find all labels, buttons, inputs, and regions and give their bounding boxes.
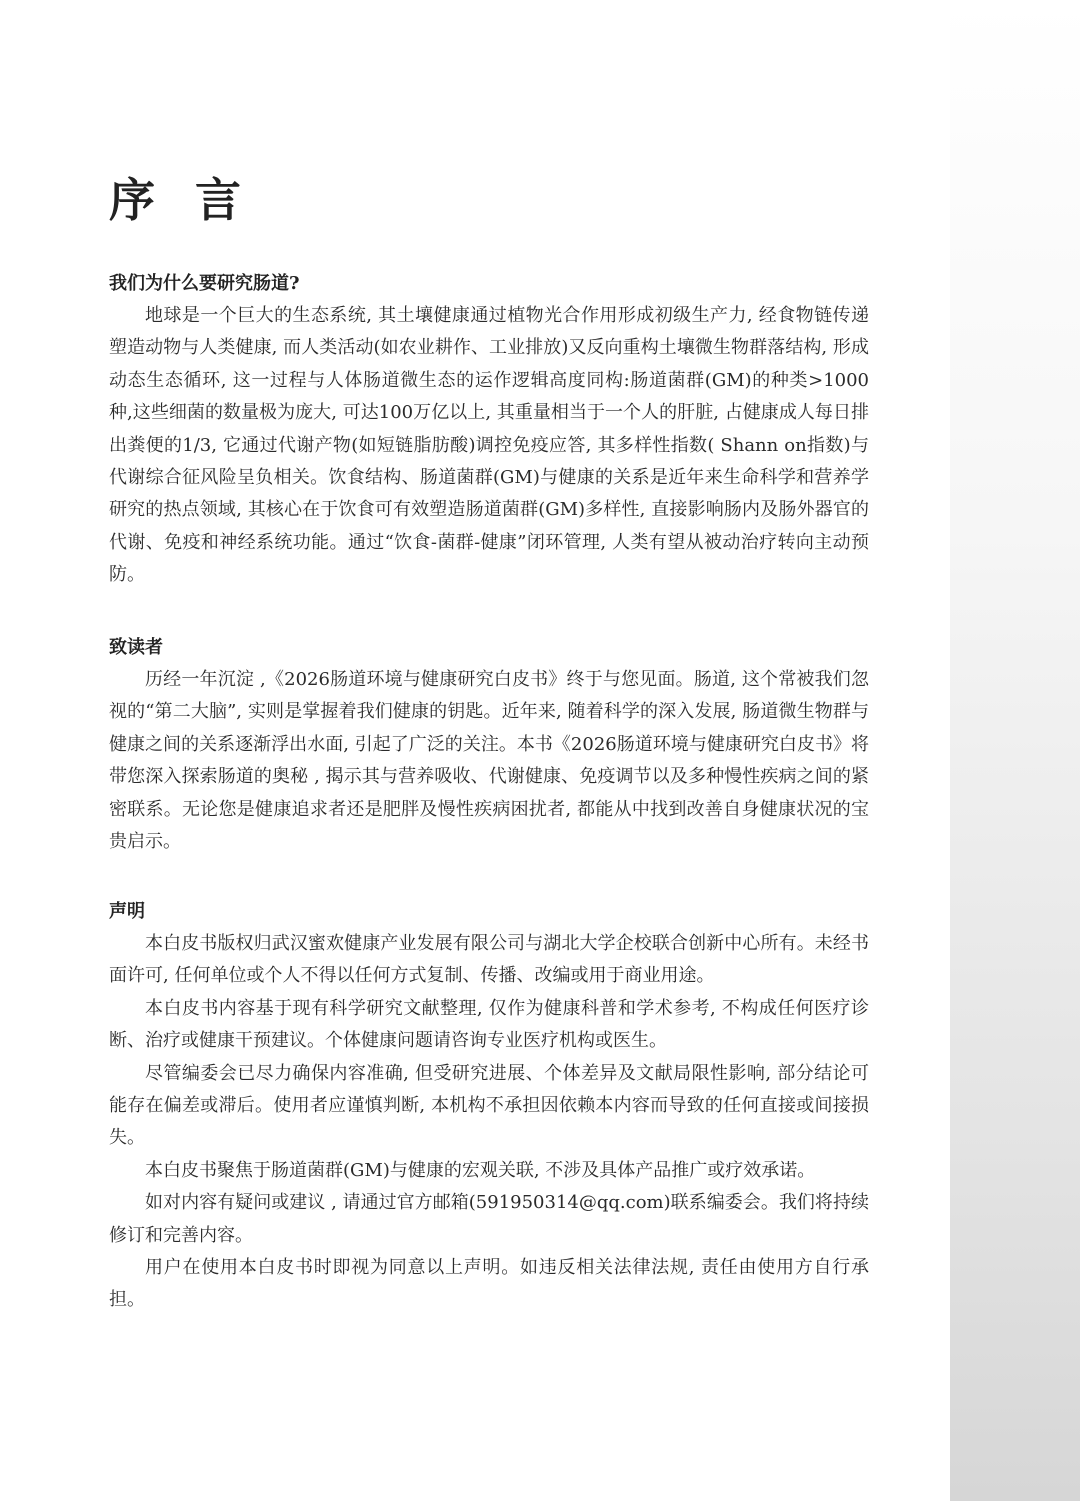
section-to-readers (109, 632, 869, 858)
section-heading: 声明 (109, 901, 145, 922)
paragraph: 尽管编委会已尽力确保内容准确, 但受研究进展、个体差异及文献局限性影响, 部分结论可能存在偏差或滞后。使用者应谨慎判断, 本机构不承担因依赖本内容而导致的任何直接或间接损失。 (109, 1062, 869, 1149)
decorative-side-band (950, 0, 1080, 1501)
section-heading: 致读者 (109, 637, 163, 658)
paragraph: 本白皮书版权归武汉蜜欢健康产业发展有限公司与湖北大学企校联合创新中心所有。未经书面许可, 任何单位或个人不得以任何方式复制、传播、改编或用于商业用途。 (109, 933, 869, 987)
paragraph: 历经一年沉淀 ,《2026肠道环境与健康研究白皮书》终于与您见面。肠道, 这个常被我们忽视的“第二大脑”, 实则是掌握着我们健康的钥匙。近年来, 随着科学的深入发展, 肠道微生物群与健康之间的关系逐渐浮出水面, 引起了广泛的关注。本书《2026肠道环境与健康研究白皮书》将带您深入探索肠道的奥秘 , 揭示其与营养吸收、代谢健康、免疫调节以及多种慢性疾病之间的紧密联系。无论您是健康追求者还是肥胖及慢性疾病困扰者, 都能从中找到改善自身健康状况的宝贵启示。 (109, 669, 869, 853)
paragraph: 地球是一个巨大的生态系统, 其土壤健康通过植物光合作用形成初级生产力, 经食物链传递塑造动物与人类健康, 而人类活动(如农业耕作、工业排放)又反向重构土壤微生物群落结构, 形成动态生态循环, 这一过程与人体肠道微生态的运作逻辑高度同构:肠道菌群(GM)的种类>1000种,这些细菌的数量极为庞大, 可达100万亿以上, 其重量相当于一个人的肝脏, 占健康成人每日排出粪便的1/3, 它通过代谢产物(如短链脂肪酸)调控免疫应答, 其多样性指数( Shann on指数)与代谢综合征风险呈负相关。饮食结构、肠道菌群(GM)与健康的关系是近年来生命科学和营养学研究的热点领域, 其核心在于饮食可有效塑造肠道菌群(GM)多样性, 直接影响肠内及肠外器官的代谢、免疫和神经系统功能。通过“饮食-菌群-健康”闭环管理, 人类有望从被动治疗转向主动预防。 (109, 305, 869, 586)
paragraph: 本白皮书内容基于现有科学研究文献整理, 仅作为健康科普和学术参考, 不构成任何医疗诊断、治疗或健康干预建议。个体健康问题请咨询专业医疗机构或医生。 (109, 997, 869, 1052)
paragraph: 如对内容有疑问或建议 , 请通过官方邮箱(591950314@qq.com)联系编委会。我们将持续修订和完善内容。 (109, 1192, 869, 1246)
section-why-study-gut (109, 268, 869, 592)
paragraph: 用户在使用本白皮书时即视为同意以上声明。如违反相关法律法规, 责任由使用方自行承担。 (109, 1257, 869, 1311)
section-statement (109, 896, 869, 1317)
paragraph: 本白皮书聚焦于肠道菌群(GM)与健康的宏观关联, 不涉及具体产品推广或疗效承诺。 (145, 1159, 816, 1181)
page-title: 序 言 (109, 173, 254, 227)
section-heading: 我们为什么要研究肠道? (109, 273, 300, 294)
